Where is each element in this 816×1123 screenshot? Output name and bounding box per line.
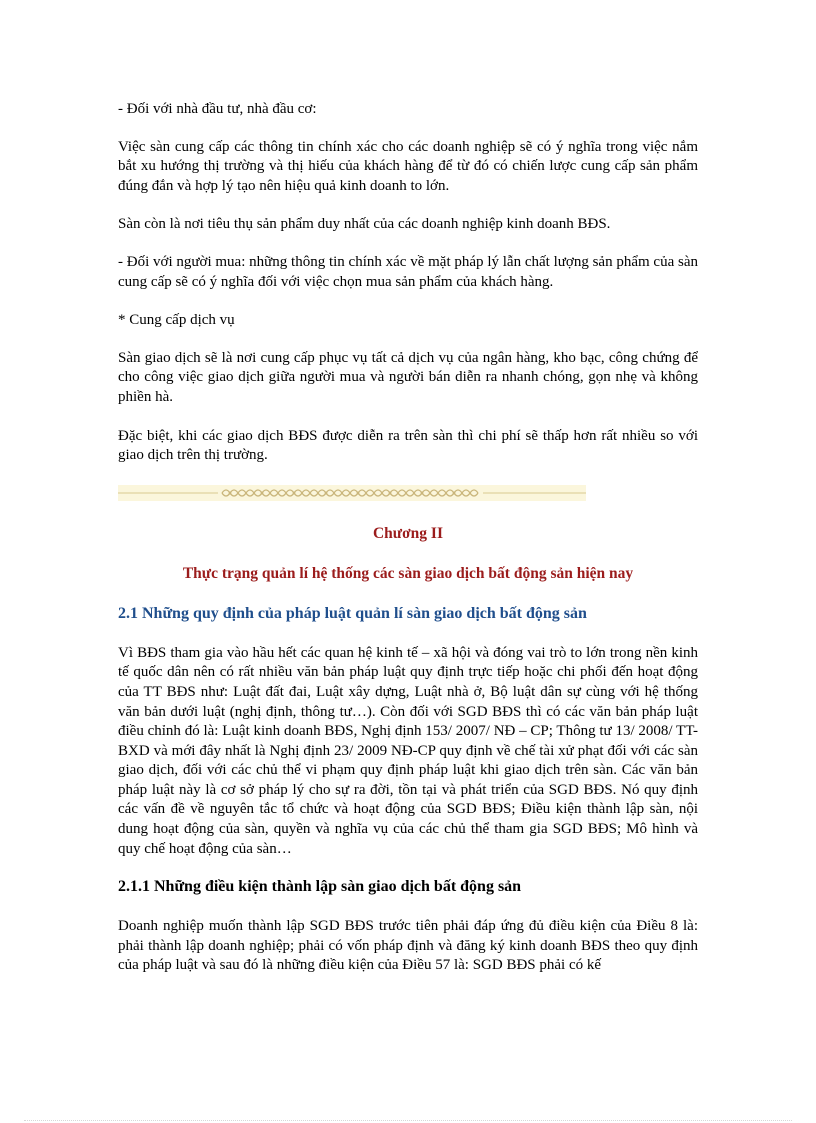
chapter-title: Thực trạng quản lí hệ thống các sàn giao dịch bất động sản hiện nay <box>182 564 634 582</box>
section-2-1-1-heading: 2.1.1 Những điều kiện thành lập sàn giao dịch bất động sản <box>118 878 522 896</box>
section-2-1-heading: 2.1 Những quy định của pháp luật quản lí sàn giao dịch bất động sản <box>118 604 587 622</box>
paragraph-service-heading: * Cung cấp dịch vụ <box>118 312 235 329</box>
paragraph-buyer: - Đối với người mua: những thông tin chính xác về mặt pháp lý lẫn chất lượng sản phẩm của sàn cung cấp sẽ có ý nghĩa đối với việc chọn mua sản phẩm của khách hàng. <box>118 253 698 290</box>
page-bottom-rule <box>24 1120 792 1121</box>
section-2-1-body: Vì BĐS tham gia vào hầu hết các quan hệ kinh tế – xã hội và đóng vai trò to lớn trong nền kinh tế quốc dân nên có rất nhiều văn bản pháp luật quy định trực tiếp hoặc chi phối đến hoạt động của TT BĐS như: Luật đất đai, Luật xây dựng, Luật nhà ở, Bộ luật dân sự cùng với hệ thống văn bản dưới luật (nghị định, thông tư…). Còn đối với SGD BĐS thì có các văn bản pháp luật điều chỉnh đó là: Luật kinh doanh BĐS, Nghị định 153/ 2007/ NĐ – CP; Thông tư 13/ 2008/ TT- BXD và mới đây nhất là Nghị định 23/ 2009 NĐ-CP quy định về chế tài xử phạt đối với các sàn giao dịch, đối với các chủ thể vi phạm quy định pháp luật khi giao dịch trên sàn. Các văn bản pháp luật này là cơ sở pháp lý cho sự ra đời, tồn tại và phát triển của SGD BĐS. Nó quy định các vấn đề về nguyên tắc tổ chức và hoạt động của SGD BĐS; Điều kiện thành lập sàn, nội dung hoạt động của sàn, quyền và nghĩa vụ của các chủ thể tham gia SGD BĐS; Mô hình và quy chế hoạt động của sàn… <box>118 644 698 857</box>
paragraph-investor-intro: - Đối với nhà đầu tư, nhà đầu cơ: <box>118 101 317 117</box>
paragraph-services: Sàn giao dịch sẽ là nơi cung cấp phục vụ tất cả dịch vụ của ngân hàng, kho bạc, công chứng để cho công việc giao dịch giữa người mua và người bán diễn ra nhanh chóng, gọn nhẹ và không phiền hà. <box>118 349 698 405</box>
section-2-1-1-body: Doanh nghiệp muốn thành lập SGD BĐS trước tiên phải đáp ứng đủ điều kiện của Điều 8 là: phải thành lập doanh nghiệp; phải có vốn pháp định và đăng ký kinh doanh BĐS theo quy định của pháp luật và sau đó là những điều kiện của Điều 57 là: SGD BĐS phải có kế <box>118 918 698 974</box>
paragraph-info-value: Việc sàn cung cấp các thông tin chính xác cho các doanh nghiệp sẽ có ý nghĩa trong việc nắm bắt xu hướng thị trường và thị hiếu của khách hàng để từ đó có chiến lược cung cấp sản phẩm đúng đắn và hợp lý tạo nên hiệu quả kinh doanh to lớn. <box>118 138 698 194</box>
paragraph-consumption: Sàn còn là nơi tiêu thụ sản phẩm duy nhất của các doanh nghiệp kinh doanh BĐS. <box>118 216 611 233</box>
paragraph-cost: Đặc biệt, khi các giao dịch BĐS được diễn ra trên sàn thì chi phí sẽ thấp hơn rất nhiều so với giao dịch trên thị trường. <box>118 427 698 464</box>
ornamental-divider-icon <box>118 485 586 501</box>
chapter-label: Chương II <box>372 524 443 542</box>
document-page <box>118 100 698 995</box>
